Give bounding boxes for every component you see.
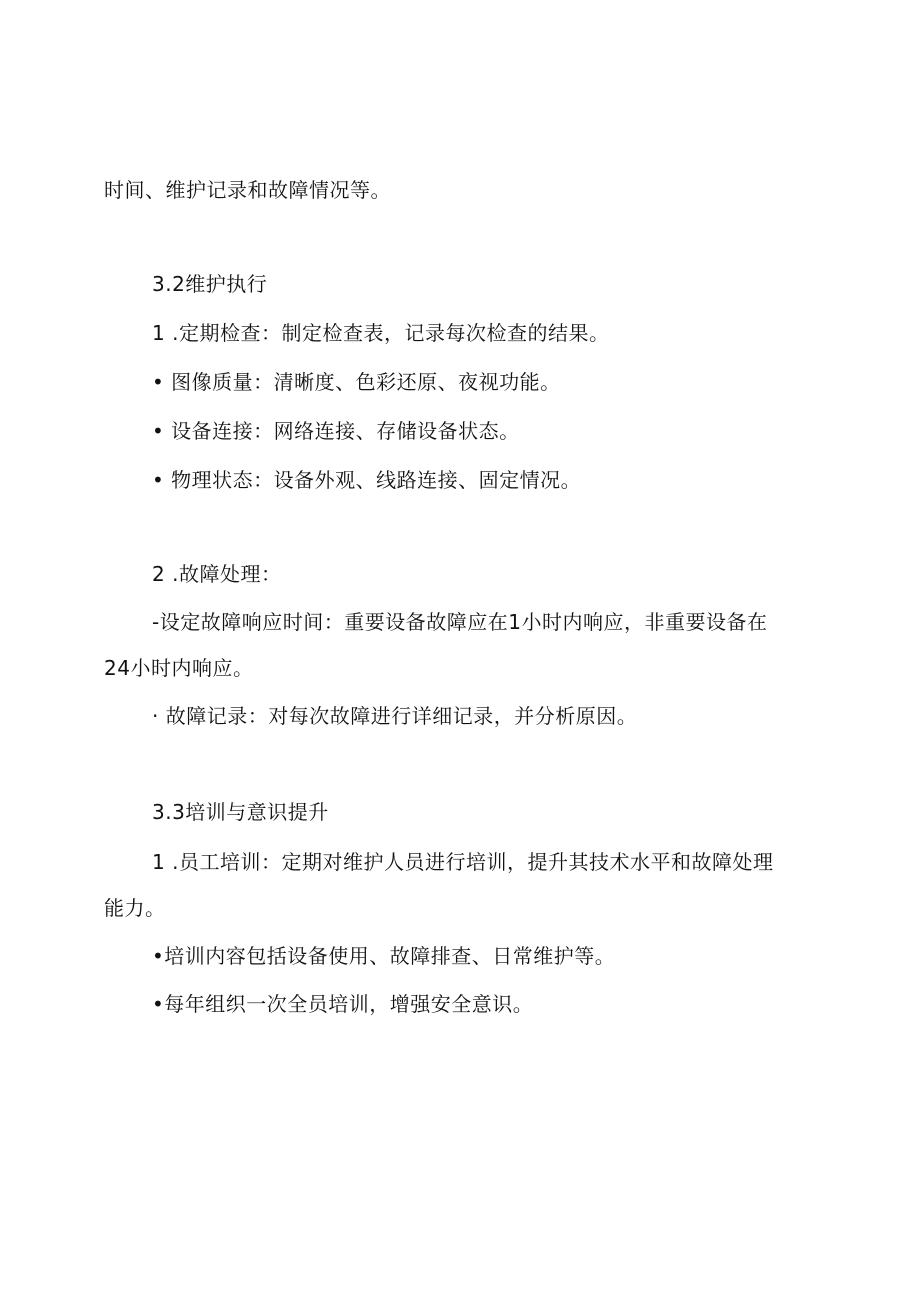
- bullet-item: •培训内容包括设备使用、故障排查、日常维护等。: [152, 944, 616, 968]
- bullet-item: •每年组织一次全员培训，增强安全意识。: [152, 992, 534, 1016]
- paragraph-line: 时间、维护记录和故障情况等。: [104, 178, 391, 202]
- paragraph-line: 能力。: [104, 896, 166, 920]
- numbered-item: 1 .定期检查：制定检查表，记录每次检查的结果。: [152, 321, 610, 345]
- paragraph-line: -设定故障响应时间：重要设备故障应在1小时内响应，非重要设备在: [152, 610, 768, 634]
- bullet-item: • 物理状态：设备外观、线路连接、固定情况。: [152, 468, 582, 492]
- numbered-item: 1 .员工培训：定期对维护人员进行培训，提升其技术水平和故障处理: [152, 850, 774, 874]
- section-heading: 3.3培训与意识提升: [152, 800, 329, 824]
- bullet-item: • 图像质量：清晰度、色彩还原、夜视功能。: [152, 370, 561, 394]
- numbered-item: 2 .故障处理：: [152, 562, 282, 586]
- bullet-item: • 设备连接：网络连接、存储设备状态。: [152, 419, 520, 443]
- bullet-item: · 故障记录：对每次故障进行详细记录，并分析原因。: [152, 704, 638, 728]
- paragraph-line: 24小时内响应。: [104, 656, 254, 680]
- section-heading: 3.2维护执行: [152, 272, 268, 296]
